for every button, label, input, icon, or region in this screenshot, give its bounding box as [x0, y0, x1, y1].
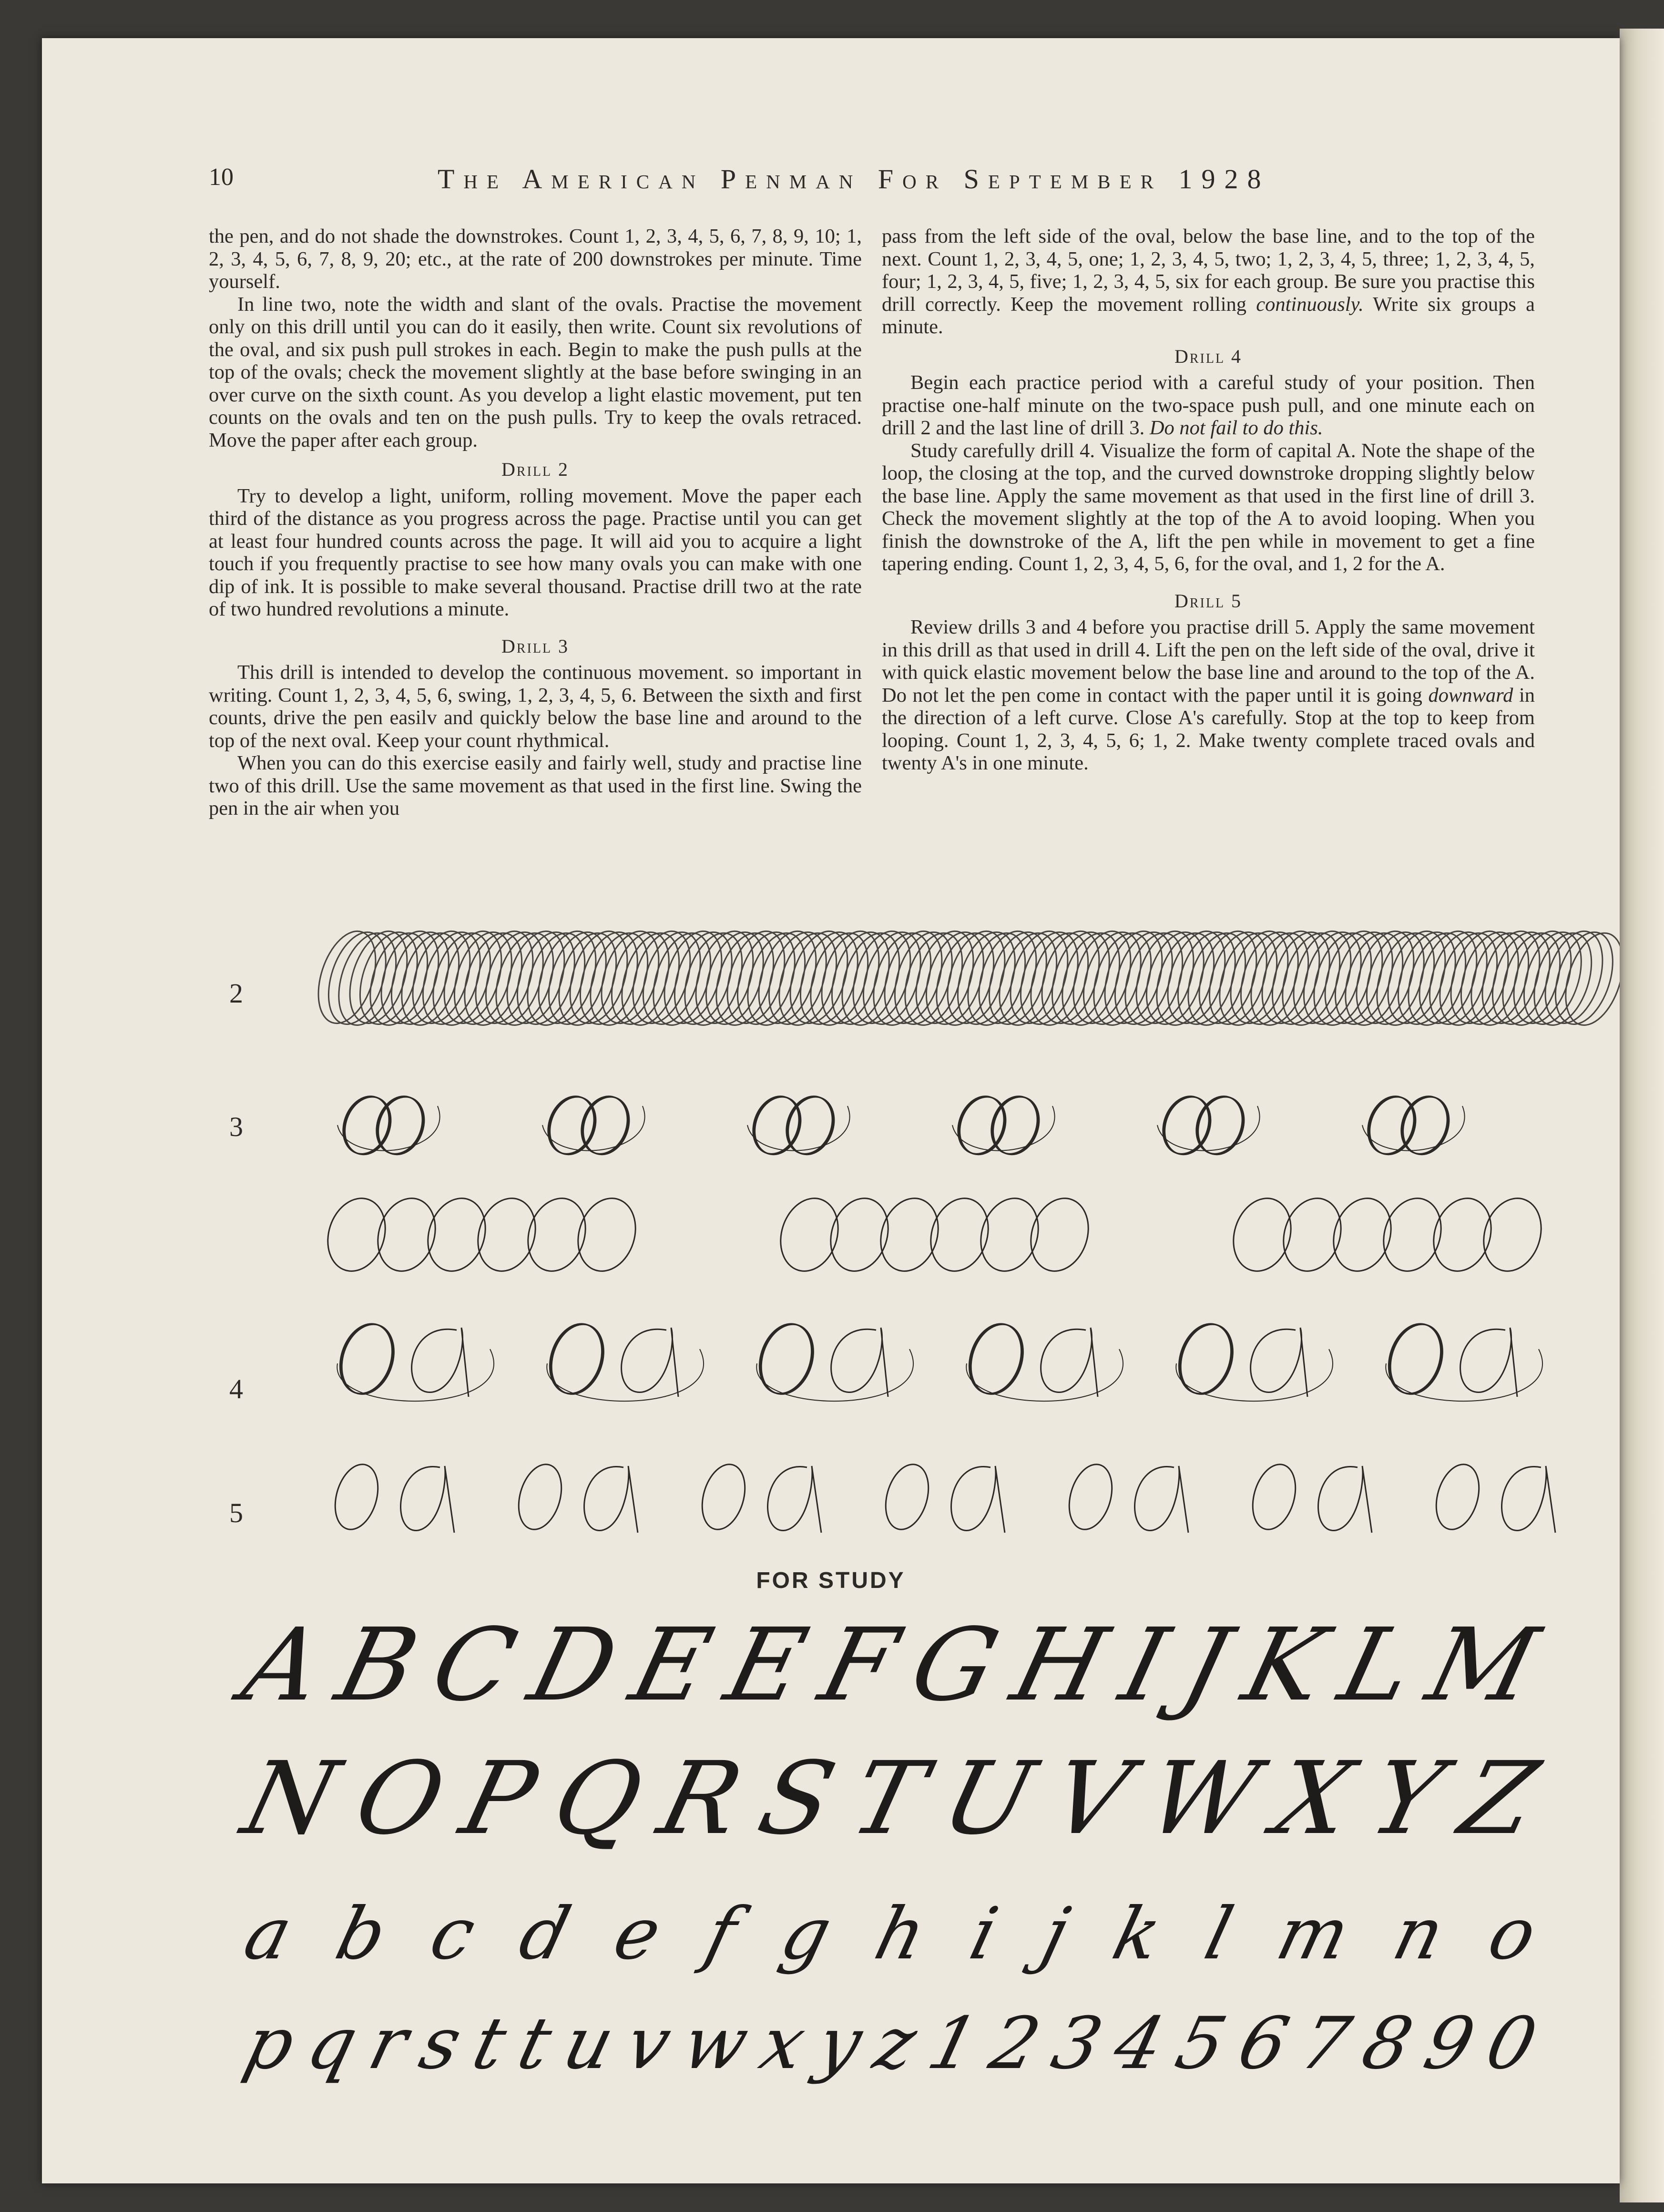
- script-letter-1: B: [326, 1607, 429, 1723]
- script-letter-4: t: [465, 2002, 515, 2085]
- script-letter-10: X: [1264, 1740, 1365, 1857]
- paragraph: Review drills 3 and 4 before you practise drill 5. Apply the same movement in this drill as that used in drill 4. Lift the pen on the left side of the oval, drive it with quick elastic movement below the base line and around to the top of the A. Do not let the pen come in contact with the paper until it is going downward in the direction of a left curve. Close A's carefully. Stop at the top to keep from looping. Count 1, 2, 3, 4, 5, 6; 1, 2. Make twenty complete traced ovals and twenty A's in one minute.: [882, 616, 1535, 774]
- emphasis: continuously.: [1256, 293, 1364, 316]
- script-letter-6: g: [773, 1893, 839, 1976]
- drill-3b-oval: [419, 1191, 495, 1279]
- drill-4-capital-a: [831, 1328, 888, 1397]
- script-letter-11: Y: [1359, 1740, 1455, 1857]
- drill-3b-oval: [1022, 1191, 1098, 1279]
- drill-5-oval: [328, 1459, 385, 1535]
- paragraph: In line two, note the width and slant of the ovals. Practise the movement only on this drill until you can do it easily, then write. Count six revolutions of the oval, and six push pull strokes in each. Begin to make the push pulls at the top of the ovals; check the movement slightly at the base before swinging in an over curve on the sixth count. As you develop a light elastic movement, put ten counts on the ovals and ten on the push pulls. Try to keep the ovals retraced. Move the paper after each group.: [209, 293, 862, 451]
- drill-label-3: 3: [229, 1111, 243, 1142]
- script-letter-16: 5: [1168, 2002, 1235, 2085]
- script-letter-3: d: [511, 1893, 578, 1976]
- script-lowercase-p-z-numerals: [236, 2002, 1544, 2085]
- script-letter-10: J: [1171, 1607, 1241, 1723]
- drill-3-traced-ovals: [336, 1090, 1465, 1161]
- drill-3b-oval: [1275, 1191, 1350, 1279]
- script-letter-18: 7: [1292, 2002, 1358, 2085]
- script-letter-7: G: [900, 1607, 1010, 1723]
- drill-4-capital-a: [1460, 1328, 1517, 1397]
- emphasis: Do not fail to do this.: [1149, 417, 1323, 439]
- script-letter-12: m: [1268, 1893, 1358, 1976]
- left-column: [209, 225, 862, 820]
- script-letter-4: e: [606, 1893, 669, 1976]
- script-letter-10: k: [1105, 1893, 1169, 1976]
- script-capitals-a-m: [232, 1607, 1549, 1723]
- drill-3b-oval: [772, 1191, 847, 1279]
- script-letter-0: p: [236, 2002, 303, 2085]
- script-letter-14: o: [1480, 1893, 1544, 1976]
- drill-3b-oval: [972, 1191, 1048, 1279]
- drill-5-oval-a-pairs: [328, 1459, 1555, 1535]
- right-column: [882, 225, 1535, 775]
- script-letter-8: i: [962, 1893, 1006, 1976]
- script-letter-2: C: [421, 1607, 527, 1723]
- script-letter-5: S: [748, 1740, 846, 1857]
- script-letter-3: s: [411, 2002, 470, 2085]
- script-letter-12: 1: [920, 2002, 987, 2085]
- script-letter-1: b: [328, 1893, 395, 1976]
- paragraph: This drill is intended to develop the continuous movement. so important in writing. Count 1, 2, 3, 4, 5, 6, swing, 1, 2, 3, 4, 5, 6. Between the sixth and first counts, drive the pen easilv and quickly below the base line and around to the top of the next oval. Keep your count rhythmical.: [209, 661, 862, 752]
- drill-5-capital-a: [1318, 1466, 1372, 1533]
- drill-4-capital-a: [622, 1328, 678, 1397]
- script-letter-2: c: [422, 1893, 484, 1976]
- script-letter-4: R: [648, 1740, 753, 1857]
- script-letter-9: I: [1110, 1607, 1179, 1723]
- drill-5-oval: [878, 1459, 935, 1535]
- drill-5-oval: [511, 1459, 568, 1535]
- drill-2-heading: Drill 2: [501, 459, 570, 480]
- script-letter-15: 4: [1106, 2002, 1173, 2085]
- drill-label-5: 5: [229, 1497, 243, 1528]
- script-letter-10: y: [809, 2002, 870, 2085]
- script-letter-3: Q: [542, 1740, 653, 1857]
- drill-4-oval-a-groups: [331, 1317, 1542, 1401]
- drill-5-capital-a: [951, 1466, 1005, 1533]
- drill-5-capital-a: [1502, 1466, 1555, 1533]
- script-letter-14: 3: [1044, 2002, 1111, 2085]
- script-letter-13: 2: [982, 2002, 1049, 2085]
- drill-5-capital-a: [1135, 1466, 1188, 1533]
- drill-3-compact-ovals: [319, 1191, 1551, 1279]
- script-letter-17: 6: [1230, 2002, 1296, 2085]
- drill-3b-oval: [319, 1191, 395, 1279]
- drill-5-oval: [1429, 1459, 1486, 1535]
- script-letter-8: w: [674, 2002, 757, 2085]
- script-capitals-n-z: [232, 1740, 1549, 1857]
- script-lowercase-a-o: [236, 1893, 1544, 1976]
- drill-3b-oval: [469, 1191, 545, 1279]
- drill-3b-oval: [519, 1191, 595, 1279]
- script-letter-6: F: [809, 1607, 909, 1723]
- script-letter-8: V: [1040, 1740, 1142, 1857]
- for-study-label: FOR STUDY: [756, 1568, 906, 1593]
- page: [42, 38, 1620, 2183]
- drill-5-oval: [695, 1459, 752, 1535]
- drill-label-4: 4: [229, 1373, 243, 1404]
- script-letter-13: n: [1385, 1893, 1452, 1976]
- script-letter-12: L: [1329, 1607, 1425, 1723]
- book-spine: [1620, 29, 1664, 2202]
- script-letter-1: q: [298, 2002, 366, 2085]
- drill-3b-oval: [1325, 1191, 1400, 1279]
- script-letter-11: K: [1233, 1607, 1337, 1723]
- drill-3b-oval: [922, 1191, 998, 1279]
- drill-label-2: 2: [229, 978, 243, 1009]
- script-letter-8: H: [1001, 1607, 1118, 1723]
- script-letter-5: f: [697, 1893, 745, 1976]
- script-letter-2: P: [450, 1740, 547, 1857]
- script-letter-9: W: [1137, 1740, 1269, 1857]
- drill-figures: [42, 901, 1620, 1564]
- script-letter-9: x: [752, 2002, 814, 2085]
- emphasis: downward: [1428, 684, 1513, 707]
- paragraph: the pen, and do not shade the downstrokes. Count 1, 2, 3, 4, 5, 6, 7, 8, 9, 10; 1, 2, 3, 4, 5, 6, 7, 8, 9, 20; etc., at the rate of 200 downstrokes per minute. Time yourself.: [209, 225, 862, 293]
- drill-3b-oval: [872, 1191, 948, 1279]
- paragraph: When you can do this exercise easily and fairly well, study and practise line two of this drill. Use the same movement as that used in the first line. Swing the pen in the air when you: [209, 752, 862, 819]
- drill-3b-oval: [1375, 1191, 1450, 1279]
- page-number: 10: [209, 164, 234, 191]
- script-letter-7: U: [931, 1740, 1045, 1857]
- script-letter-19: 8: [1354, 2002, 1420, 2085]
- drill-4-heading: Drill 4: [1174, 345, 1243, 367]
- script-letter-7: v: [618, 2002, 679, 2085]
- penmanship-plate: [42, 901, 1620, 2093]
- script-letter-5: t: [510, 2002, 560, 2085]
- script-letter-0: N: [232, 1740, 349, 1857]
- script-letter-3: D: [519, 1607, 629, 1723]
- drill-3-heading: Drill 3: [501, 635, 570, 657]
- drill-5-capital-a: [401, 1466, 454, 1533]
- paragraph: Begin each practice period with a careful study of your position. Then practise one-half minute on the two-space push pull, and one minute each on drill 2 and the last line of drill 3. Do not fail to do this.: [882, 371, 1535, 439]
- drill-3b-oval: [569, 1191, 645, 1279]
- script-letter-11: l: [1197, 1893, 1241, 1976]
- script-letter-21: 0: [1478, 2002, 1544, 2085]
- drill-4-capital-a: [1041, 1328, 1098, 1397]
- drill-4-capital-a: [1251, 1328, 1307, 1397]
- drill-3b-oval: [369, 1191, 445, 1279]
- drill-3b-oval: [1425, 1191, 1501, 1279]
- script-letter-2: r: [361, 2002, 416, 2085]
- drill-5-capital-a: [584, 1466, 638, 1533]
- script-letter-1: O: [344, 1740, 456, 1857]
- paragraph: pass from the left side of the oval, below the base line, and to the top of the next. Count 1, 2, 3, 4, 5, one; 1, 2, 3, 4, 5, two; 1, 2, 3, 4, 5, three; 1, 2, 3, 4, 5, four; 1, 2, 3, 4, 5, five; 1, 2, 3, 4, 5, six for each group. Be sure you practise this drill correctly. Keep the movement rolling continuously. Write six groups a minute.: [882, 225, 1535, 338]
- drill-5-heading: Drill 5: [1174, 590, 1243, 612]
- drill-5-oval: [1245, 1459, 1302, 1535]
- script-letter-6: T: [840, 1740, 937, 1857]
- script-letter-0: A: [232, 1607, 334, 1723]
- script-letter-9: j: [1034, 1893, 1077, 1976]
- script-letter-4: E: [620, 1607, 723, 1723]
- script-letter-20: 9: [1416, 2002, 1482, 2085]
- script-letter-5: E: [715, 1607, 817, 1723]
- drill-3b-oval: [822, 1191, 898, 1279]
- drill-3b-oval: [1225, 1191, 1300, 1279]
- page-header: [42, 163, 1620, 201]
- running-title: The American Penman For September 1928: [438, 164, 1270, 195]
- script-letter-13: M: [1417, 1607, 1549, 1723]
- drill-2-continuous-ovals: [308, 924, 1620, 1032]
- drill-5-capital-a: [768, 1466, 821, 1533]
- script-letter-7: h: [867, 1893, 934, 1976]
- script-letter-6: u: [555, 2002, 623, 2085]
- script-letter-11: z: [866, 2002, 925, 2085]
- paragraph: Try to develop a light, uniform, rolling movement. Move the paper each third of the distance as you progress across the page. Practise until you can get at least four hundred counts across the page. It will aid you to acquire a light touch if you frequently practise to see how many ovals you can make with one dip of ink. It is possible to make several thousand. Practise drill two at the rate of two hundred revolutions a minute.: [209, 484, 862, 620]
- drill-5-oval: [1062, 1459, 1119, 1535]
- drill-3b-oval: [1475, 1191, 1551, 1279]
- script-letter-12: Z: [1450, 1740, 1549, 1857]
- paragraph: Study carefully drill 4. Visualize the form of capital A. Note the shape of the loop, the closing at the top, and the curved downstroke dropping slightly below the base line. Apply the same movement as that used in the first line of drill 3. Check the movement slightly at the top of the A to avoid looping. When you finish the downstroke of the A, lift the pen while in movement to get a fine tapering ending. Count 1, 2, 3, 4, 5, 6, for the oval, and 1, 2 for the A.: [882, 439, 1535, 575]
- drill-4-capital-a: [412, 1328, 469, 1397]
- script-letter-0: a: [236, 1893, 300, 1976]
